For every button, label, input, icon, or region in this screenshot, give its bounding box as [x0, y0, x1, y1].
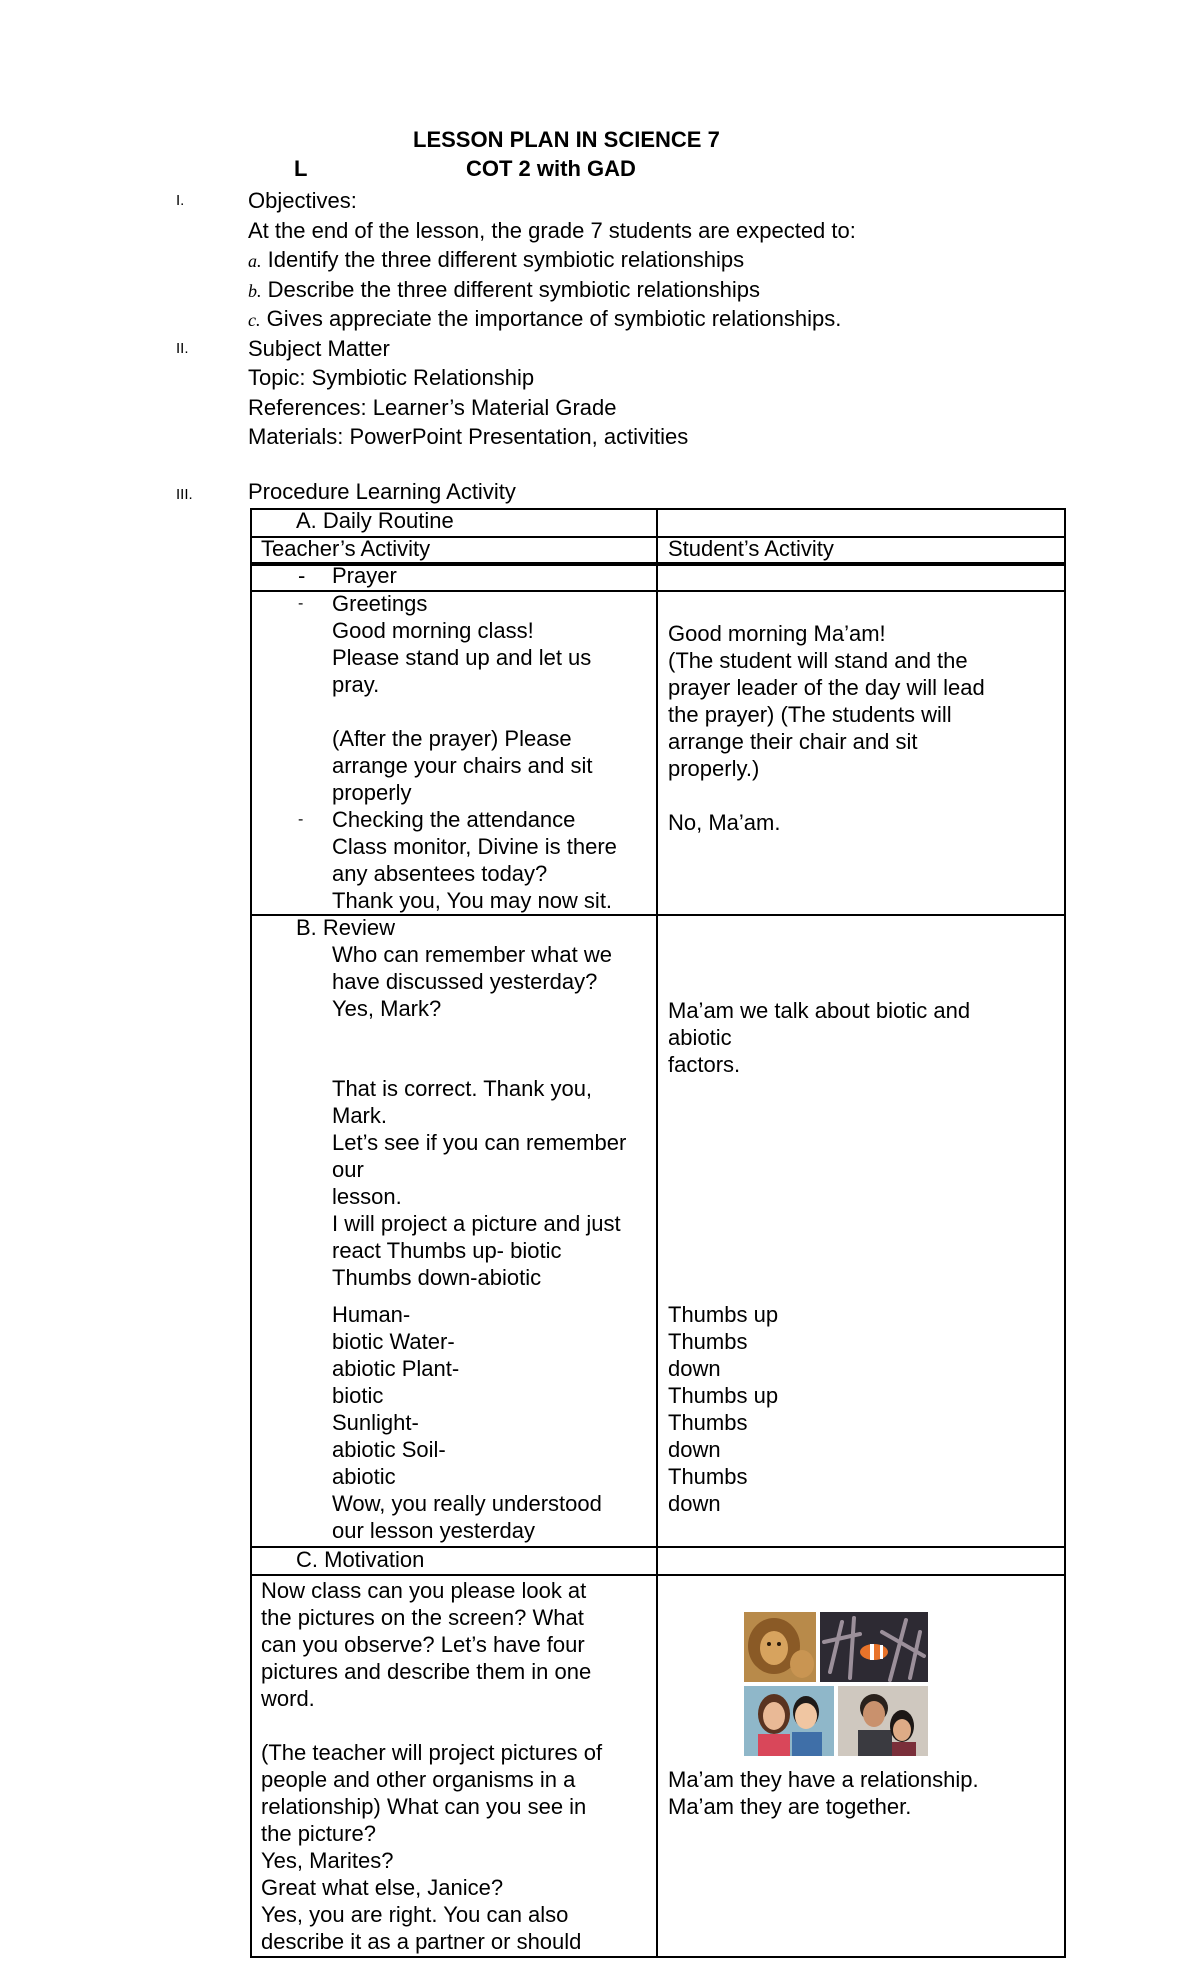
- clownfish-anemone-picture: [820, 1612, 928, 1682]
- student-line: down: [668, 1437, 721, 1462]
- objective-item-c: [248, 305, 841, 334]
- teacher-line: Please stand up and let us: [332, 645, 592, 670]
- teacher-line: Yes, Mark?: [332, 996, 442, 1021]
- section-numeral-3: III.: [176, 486, 193, 503]
- student-line: prayer leader of the day will lead: [668, 675, 985, 700]
- teacher-line: biotic: [332, 1383, 384, 1408]
- teacher-line: Let’s see if you can remember: [332, 1130, 627, 1155]
- partners-picture: [838, 1686, 928, 1756]
- teacher-line: Thank you, You may now sit.: [332, 888, 613, 913]
- teacher-line: pictures and describe them in one: [261, 1659, 592, 1684]
- student-line: No, Ma’am.: [668, 810, 781, 835]
- student-line: properly.): [668, 756, 760, 781]
- student-line: Ma’am they are together.: [668, 1794, 912, 1819]
- teacher-line: Wow, you really understood: [332, 1491, 602, 1516]
- subject-topic: Topic: Symbiotic Relationship: [248, 365, 535, 390]
- teacher-line: lesson.: [332, 1184, 402, 1209]
- prayer-label: Prayer: [332, 563, 397, 588]
- subject-materials: Materials: PowerPoint Presentation, activities: [248, 424, 689, 449]
- objective-text: Identify the three different symbiotic relationships: [261, 247, 745, 272]
- teacher-line: any absentees today?: [332, 861, 548, 886]
- review-student-answers: [668, 1301, 778, 1517]
- table-border-right: [1064, 508, 1066, 1958]
- teacher-line: Human-: [332, 1302, 411, 1327]
- teacher-line: people and other organisms in a: [261, 1767, 576, 1792]
- teacher-line: react Thumbs up- biotic: [332, 1238, 562, 1263]
- teacher-line: the pictures on the screen? What: [261, 1605, 584, 1630]
- student-line: the prayer) (The students will: [668, 702, 952, 727]
- student-line: [668, 782, 985, 809]
- student-line: factors.: [668, 1052, 741, 1077]
- student-line: down: [668, 1356, 721, 1381]
- objective-marker: c.: [248, 310, 261, 330]
- student-line: Thumbs: [668, 1329, 748, 1354]
- student-greeting-text: [668, 620, 985, 836]
- teacher-line: (After the prayer) Please: [332, 726, 572, 751]
- attendance-dash: -: [298, 811, 304, 828]
- teacher-line: Yes, Marites?: [261, 1848, 394, 1873]
- section-numeral-1: I.: [176, 192, 185, 209]
- objective-item-b: [248, 276, 760, 305]
- teacher-line: properly: [332, 780, 412, 805]
- objective-item-a: [248, 246, 744, 275]
- teacher-line: [261, 1712, 602, 1739]
- teacher-line: [332, 698, 592, 725]
- teacher-line: biotic Water-: [332, 1329, 455, 1354]
- motivation-label: C. Motivation: [296, 1547, 425, 1572]
- teacher-line: [332, 1022, 626, 1049]
- objective-text: Gives appreciate the importance of symbiotic relationships.: [260, 306, 842, 331]
- procedure-heading: Procedure Learning Activity: [248, 479, 516, 504]
- subject-references: References: Learner’s Material Grade: [248, 395, 617, 420]
- teacher-line: Mark.: [332, 1103, 387, 1128]
- objectives-heading: Objectives:: [248, 188, 357, 213]
- teacher-line: Class monitor, Divine is there: [332, 834, 617, 859]
- teacher-line: That is correct. Thank you,: [332, 1076, 593, 1101]
- daily-routine-label: A. Daily Routine: [296, 508, 454, 533]
- teacher-line: Yes, you are right. You can also: [261, 1902, 569, 1927]
- prayer-dash: -: [298, 563, 306, 588]
- motivation-teacher-text: [261, 1577, 602, 1955]
- subject-matter-heading: Subject Matter: [248, 336, 390, 361]
- objective-marker: a.: [248, 251, 262, 271]
- teacher-line: have discussed yesterday?: [332, 969, 598, 994]
- student-line: (The student will stand and the: [668, 648, 968, 673]
- greetings-dash: -: [298, 595, 304, 612]
- teacher-line: Thumbs down-abiotic: [332, 1265, 542, 1290]
- student-line: arrange their chair and sit: [668, 729, 918, 754]
- student-line: Good morning Ma’am!: [668, 621, 886, 646]
- review-items-text: [332, 1301, 602, 1544]
- teacher-line: Great what else, Janice?: [261, 1875, 504, 1900]
- greetings-label: Greetings: [332, 591, 428, 616]
- review-teacher-text: [332, 941, 626, 1291]
- document-stray-mark: L: [294, 156, 308, 181]
- table-row-line: [250, 1574, 1066, 1576]
- teacher-line: abiotic Plant-: [332, 1356, 460, 1381]
- student-line: Ma’am they have a relationship.: [668, 1767, 979, 1792]
- teacher-line: our: [332, 1157, 364, 1182]
- teacher-line: (The teacher will project pictures of: [261, 1740, 603, 1765]
- teacher-line: word.: [261, 1686, 315, 1711]
- teacher-line: the picture?: [261, 1821, 376, 1846]
- teacher-line: pray.: [332, 672, 380, 697]
- teacher-line: describe it as a partner or should: [261, 1929, 582, 1954]
- student-line: Thumbs up: [668, 1302, 779, 1327]
- teacher-line: Now class can you please look at: [261, 1578, 587, 1603]
- review-label: B. Review: [296, 915, 396, 940]
- couple-picture: [744, 1686, 834, 1756]
- teacher-line: can you observe? Let’s have four: [261, 1632, 585, 1657]
- objective-marker: b.: [248, 281, 262, 301]
- lion-picture: [744, 1612, 816, 1682]
- student-line: Ma’am we talk about biotic and: [668, 998, 971, 1023]
- attendance-text: [332, 833, 617, 914]
- student-line: Thumbs up: [668, 1383, 779, 1408]
- document-subtitle: COT 2 with GAD: [466, 156, 636, 181]
- teacher-line: Sunlight-: [332, 1410, 419, 1435]
- teacher-line: abiotic Soil-: [332, 1437, 446, 1462]
- motivation-student-text: [668, 1766, 979, 1820]
- table-border-middle: [656, 508, 658, 1958]
- teacher-line: our lesson yesterday: [332, 1518, 535, 1543]
- student-activity-header: Student’s Activity: [668, 536, 834, 561]
- teacher-line: [332, 1049, 626, 1075]
- objective-text: Describe the three different symbiotic relationships: [261, 277, 761, 302]
- student-line: Thumbs: [668, 1410, 748, 1435]
- teacher-line: I will project a picture and just: [332, 1211, 621, 1236]
- student-line: down: [668, 1491, 721, 1516]
- teacher-line: relationship) What can you see in: [261, 1794, 587, 1819]
- table-border-left: [250, 508, 252, 1958]
- student-line: Thumbs: [668, 1464, 748, 1489]
- teacher-line: Who can remember what we: [332, 942, 612, 967]
- document-title: LESSON PLAN IN SCIENCE 7: [413, 127, 720, 152]
- attendance-label: Checking the attendance: [332, 807, 576, 832]
- teacher-activity-header: Teacher’s Activity: [261, 536, 431, 561]
- teacher-greeting-text: [332, 617, 592, 806]
- teacher-line: abiotic: [332, 1464, 396, 1489]
- relationship-pictures: [744, 1612, 928, 1756]
- review-student-text: [668, 997, 970, 1078]
- table-row-line: [250, 1956, 1066, 1958]
- section-numeral-2: II.: [176, 340, 189, 357]
- teacher-line: arrange your chairs and sit: [332, 753, 593, 778]
- teacher-line: Good morning class!: [332, 618, 534, 643]
- student-line: abiotic: [668, 1025, 732, 1050]
- objectives-intro: At the end of the lesson, the grade 7 students are expected to:: [248, 218, 856, 243]
